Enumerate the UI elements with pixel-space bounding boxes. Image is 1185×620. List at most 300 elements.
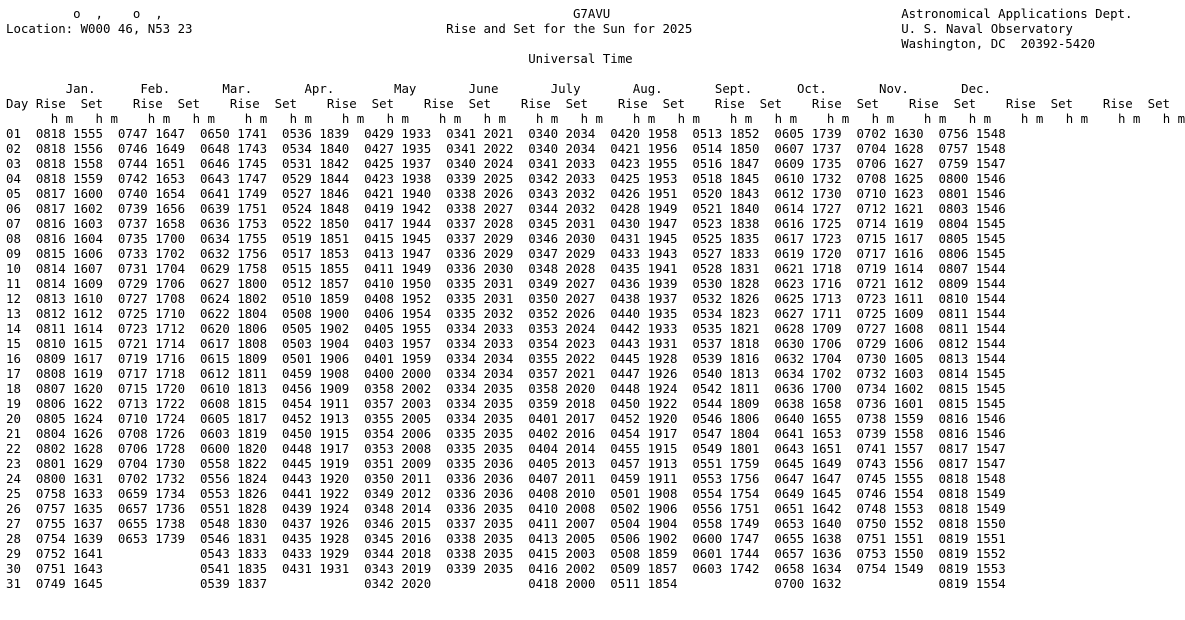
rise-set-cell: 0338 2035 [446,546,514,561]
month-label-apr: Apr. [304,81,335,96]
day-number: 28 [6,531,21,546]
rise-unit: h m [147,111,171,126]
day-number: 26 [6,501,21,516]
rise-set-cell: 0639 1751 [199,201,268,216]
rise-label: Rise [1102,96,1133,111]
rise-set-cell: 0546 1806 [692,411,760,426]
rise-set-cell: 0619 1720 [774,246,842,261]
rise-unit: h m [826,111,850,126]
rise-set-cell: 0621 1718 [774,261,842,276]
rise-set-cell: 0410 1950 [364,276,432,291]
rise-set-cell: 0706 1728 [117,441,186,456]
rise-set-cell: 0751 1551 [856,531,924,546]
rise-set-cell: 0558 1822 [199,456,268,471]
month-label-june: June [468,81,499,96]
rise-set-cell: 0408 2010 [528,486,596,501]
rise-set-cell: 0804 1626 [35,426,103,441]
rise-set-cell: 0443 1931 [610,336,678,351]
rise-set-cell: 0536 1839 [282,126,350,141]
rise-set-cell: 0340 2024 [446,156,514,171]
rise-set-cell: 0501 1908 [610,486,678,501]
rise-set-cell: 0425 1953 [610,171,678,186]
rise-unit: h m [244,111,268,126]
rise-set-cell: 0528 1831 [692,261,760,276]
rise-set-cell: 0420 1958 [610,126,678,141]
rise-set-cell: 0810 1544 [938,291,1006,306]
rise-set-cell: 0802 1628 [35,441,103,456]
rise-set-cell: 0350 2027 [528,291,596,306]
rise-set-cell: 0610 1732 [774,171,842,186]
rise-set-cell: 0806 1545 [938,246,1006,261]
day-row [6,426,1006,441]
day-row [6,531,1006,546]
rise-set-cell: 0336 2029 [446,246,514,261]
rise-set-cell: 0517 1853 [282,246,350,261]
rise-set-cell: 0719 1716 [117,351,186,366]
rise-set-cell: 0817 1547 [938,456,1006,471]
rise-set-cell: 0335 2035 [446,441,514,456]
rise-label: Rise [35,96,66,111]
rise-set-cell: 0455 1915 [610,441,678,456]
rise-set-cell: 0659 1734 [117,486,186,501]
rise-set-cell: 0808 1619 [35,366,103,381]
day-number: 02 [6,141,21,156]
rise-set-cell: 0401 1959 [364,351,432,366]
rise-set-cell: 0801 1546 [938,186,1006,201]
rise-set-cell: 0632 1756 [199,246,268,261]
rise-set-cell: 0740 1654 [117,186,186,201]
rise-set-cell: 0708 1726 [117,426,186,441]
rise-set-cell: 0513 1852 [692,126,760,141]
rise-set-cell: 0727 1708 [117,291,186,306]
rise-set-cell: 0438 1937 [610,291,678,306]
day-number: 16 [6,351,21,366]
rise-set-cell: 0648 1743 [199,141,268,156]
rise-set-cell: 0615 1809 [199,351,268,366]
rise-set-cell: 0435 1928 [282,531,350,546]
day-number: 15 [6,336,21,351]
day-number: 21 [6,426,21,441]
rise-set-cell: 0812 1544 [938,336,1006,351]
rise-set-cell: 0541 1835 [199,561,268,576]
rise-set-cell: 0813 1610 [35,291,103,306]
rise-set-cell: 0529 1844 [282,171,350,186]
rise-set-cell: 0527 1833 [692,246,760,261]
rise-set-cell: 0556 1824 [199,471,268,486]
dept-line2: U. S. Naval Observatory [901,21,1073,36]
rise-set-cell: 0745 1555 [856,471,924,486]
rise-set-cell: 0645 1649 [774,456,842,471]
day-number: 18 [6,381,21,396]
day-row [6,276,1006,291]
rise-set-cell: 0805 1545 [938,231,1006,246]
set-label: Set [759,96,783,111]
rise-set-cell: 0511 1854 [610,576,678,591]
month-label-oct: Oct. [796,81,827,96]
rise-set-cell: 0421 1956 [610,141,678,156]
rise-set-cell: 0624 1802 [199,291,268,306]
rise-set-cell: 0757 1635 [35,501,103,516]
day-number: 11 [6,276,21,291]
rise-set-cell: 0748 1553 [856,501,924,516]
rise-set-cell: 0345 2016 [364,531,432,546]
rise-set-cell: 0439 1924 [282,501,350,516]
set-label: Set [274,96,298,111]
rise-set-cell: 0715 1720 [117,381,186,396]
day-row [6,411,1006,426]
rise-set-cell: 0355 2022 [528,351,596,366]
rise-set-cell: 0638 1658 [774,396,842,411]
rise-set-cell: 0554 1754 [692,486,760,501]
rise-set-cell: 0342 2020 [364,576,432,591]
rise-set-cell: 0741 1557 [856,441,924,456]
rise-set-cell: 0440 1935 [610,306,678,321]
rise-set-cell: 0614 1727 [774,201,842,216]
rise-set-cell: 0710 1724 [117,411,186,426]
rise-set-cell: 0401 2017 [528,411,596,426]
rise-set-cell: 0338 2027 [446,201,514,216]
rise-set-cell: 0335 2031 [446,276,514,291]
rise-set-cell [446,576,513,591]
day-label: Day [6,96,29,111]
rise-set-cell: 0537 1818 [692,336,760,351]
rise-set-cell: 0735 1700 [117,231,186,246]
rise-set-cell: 0713 1722 [117,396,186,411]
rise-set-cell: 0357 2021 [528,366,596,381]
rise-set-cell: 0647 1647 [774,471,842,486]
rise-set-cell: 0657 1736 [117,501,186,516]
rise-set-cell: 0516 1847 [692,156,760,171]
rise-set-cell: 0800 1631 [35,471,103,486]
rise-set-cell: 0527 1846 [282,186,350,201]
rise-label: Rise [132,96,163,111]
rise-set-cell: 0429 1933 [364,126,432,141]
rise-label: Rise [714,96,745,111]
rise-set-cell: 0717 1718 [117,366,186,381]
day-row [6,306,1006,321]
rise-set-cell: 0425 1937 [364,156,432,171]
rise-label: Rise [811,96,842,111]
rise-set-cell: 0743 1556 [856,456,924,471]
rise-set-cell: 0338 2026 [446,186,514,201]
rise-set-cell: 0410 2008 [528,501,596,516]
rise-set-cell: 0607 1737 [774,141,842,156]
day-row [6,231,1006,246]
rise-set-cell: 0349 2027 [528,276,596,291]
rise-set-cell: 0417 1944 [364,216,432,231]
rise-set-cell: 0817 1547 [938,441,1006,456]
rise-set-cell: 0551 1828 [199,501,268,516]
day-row [6,561,1006,576]
rise-set-cell: 0419 1942 [364,201,432,216]
rise-set-cell: 0750 1552 [856,516,924,531]
day-number: 19 [6,396,21,411]
month-label-sept: Sept. [714,81,753,96]
rise-set-cell: 0819 1554 [938,576,1006,591]
rise-set-cell: 0650 1741 [199,126,268,141]
rise-set-cell: 0715 1617 [856,231,924,246]
day-row [6,381,1006,396]
rise-set-cell: 0445 1919 [282,456,350,471]
sun-table-document [6,6,1185,591]
rise-set-cell [118,546,185,561]
rise-set-cell: 0725 1609 [856,306,924,321]
rise-set-cell: 0806 1622 [35,396,103,411]
rise-set-cell: 0454 1911 [282,396,350,411]
rise-set-cell: 0617 1808 [199,336,268,351]
rise-set-cell: 0809 1617 [35,351,103,366]
rise-set-cell: 0339 2025 [446,171,514,186]
dept-line1: Astronomical Applications Dept. [901,6,1133,21]
rise-set-cell: 0655 1638 [774,531,842,546]
rise-set-cell: 0721 1612 [856,276,924,291]
rise-set-cell: 0341 2022 [446,141,514,156]
rise-set-cell: 0452 1920 [610,411,678,426]
rise-set-cell: 0818 1556 [35,141,103,156]
rise-set-cell: 0628 1709 [774,321,842,336]
rise-set-cell: 0655 1738 [117,516,186,531]
rise-set-cell: 0729 1606 [856,336,924,351]
rise-set-cell: 0610 1813 [199,381,268,396]
day-row [6,441,1006,456]
rise-set-cell: 0736 1601 [856,396,924,411]
rise-set-cell: 0603 1819 [199,426,268,441]
rise-set-cell: 0518 1845 [692,171,760,186]
rise-set-cell: 0547 1804 [692,426,760,441]
rise-set-cell: 0702 1630 [856,126,924,141]
rise-set-cell: 0433 1943 [610,246,678,261]
rise-set-cell: 0641 1749 [199,186,268,201]
rise-set-cell: 0810 1615 [35,336,103,351]
rise-set-cell: 0352 2026 [528,306,596,321]
rise-set-cell: 0334 2033 [446,321,514,336]
rise-set-cell: 0452 1913 [282,411,350,426]
rise-set-cell: 0733 1702 [117,246,186,261]
rise-set-cell: 0641 1653 [774,426,842,441]
rise-set-cell: 0505 1902 [282,321,350,336]
rise-unit: h m [729,111,753,126]
rise-set-cell: 0508 1859 [610,546,678,561]
rise-label: Rise [908,96,939,111]
month-label-aug: Aug. [632,81,663,96]
set-label: Set [177,96,201,111]
rise-set-cell: 0729 1706 [117,276,186,291]
rise-set-cell: 0657 1636 [774,546,842,561]
rise-set-cell: 0601 1744 [692,546,760,561]
day-number: 05 [6,186,21,201]
rise-set-cell: 0816 1604 [35,231,103,246]
rise-set-cell: 0643 1651 [774,441,842,456]
rise-set-cell: 0814 1607 [35,261,103,276]
rise-set-cell: 0702 1732 [117,471,186,486]
rise-set-cell: 0723 1712 [117,321,186,336]
title: Rise and Set for the Sun for 2025 [446,21,693,36]
coord-glyphs: o , o , [6,6,163,21]
rise-set-cell: 0351 2009 [364,456,432,471]
day-row [6,261,1006,276]
month-label-mar: Mar. [222,81,253,96]
day-row [6,396,1006,411]
rise-set-cell: 0636 1753 [199,216,268,231]
rise-set-cell: 0456 1909 [282,381,350,396]
rise-set-cell: 0627 1711 [774,306,842,321]
rise-set-cell: 0448 1924 [610,381,678,396]
set-unit: h m [580,111,604,126]
rise-set-cell: 0431 1945 [610,231,678,246]
station-code: G7AVU [572,6,611,21]
month-label-nov: Nov. [879,81,909,96]
rise-set-cell: 0814 1609 [35,276,103,291]
rise-set-cell: 0411 1949 [364,261,432,276]
rise-set-cell: 0754 1549 [856,561,924,576]
rise-set-cell: 0350 2011 [364,471,432,486]
day-row [6,456,1006,471]
rise-set-cell: 0759 1547 [938,156,1006,171]
rise-set-cell: 0727 1608 [856,321,924,336]
rise-set-cell: 0629 1758 [199,261,268,276]
rise-set-cell: 0747 1647 [117,126,186,141]
set-unit: h m [968,111,992,126]
time-scale: Universal Time [528,51,633,66]
rise-set-cell [118,576,185,591]
rise-set-cell: 0400 2000 [364,366,432,381]
set-unit: h m [386,111,409,126]
rise-set-cell: 0632 1704 [774,351,842,366]
rise-set-cell: 0811 1544 [938,321,1006,336]
rise-set-cell: 0335 2036 [446,456,514,471]
rise-set-cell: 0710 1623 [856,186,924,201]
rise-set-cell: 0443 1920 [282,471,350,486]
rise-set-cell: 0346 2015 [364,516,432,531]
rise-set-cell: 0600 1747 [692,531,760,546]
rise-set-cell: 0337 2028 [446,216,514,231]
rise-set-cell: 0556 1751 [692,501,760,516]
rise-set-cell: 0818 1559 [35,171,103,186]
rise-set-cell: 0519 1851 [282,231,350,246]
rise-set-cell: 0341 2033 [528,156,596,171]
rise-set-cell: 0646 1745 [199,156,268,171]
rise-set-cell: 0531 1842 [282,156,350,171]
rise-unit: h m [1117,111,1141,126]
set-label: Set [1147,96,1171,111]
rise-set-cell: 0609 1735 [774,156,842,171]
rise-set-cell: 0553 1756 [692,471,760,486]
day-number: 23 [6,456,21,471]
day-row [6,336,1006,351]
rise-set-cell: 0521 1840 [692,201,760,216]
rise-set-cell: 0459 1911 [610,471,678,486]
day-number: 06 [6,201,21,216]
rise-set-cell: 0354 2006 [364,426,432,441]
rise-unit: h m [50,111,74,126]
day-number: 27 [6,516,21,531]
month-label-may: May [394,81,417,96]
rise-set-cell: 0441 1922 [282,486,350,501]
rise-set-cell: 0649 1645 [774,486,842,501]
rise-set-cell: 0402 2016 [528,426,596,441]
rise-set-cell: 0708 1625 [856,171,924,186]
rise-set-cell: 0348 2028 [528,261,596,276]
rise-set-cell: 0426 1951 [610,186,678,201]
rise-label: Rise [423,96,454,111]
rise-set-cell: 0704 1628 [856,141,924,156]
day-number: 01 [6,126,21,141]
set-unit: h m [774,111,798,126]
rise-set-cell: 0337 2029 [446,231,514,246]
rise-set-cell: 0504 1904 [610,516,678,531]
day-number: 30 [6,561,21,576]
rise-set-cell: 0335 2032 [446,306,514,321]
rise-set-cell: 0553 1826 [199,486,268,501]
rise-set-cell: 0801 1629 [35,456,103,471]
day-number: 20 [6,411,21,426]
rise-set-cell: 0433 1929 [282,546,350,561]
rise-set-cell: 0415 2003 [528,546,596,561]
rise-set-cell: 0540 1813 [692,366,760,381]
rise-set-cell: 0739 1558 [856,426,924,441]
rise-set-cell: 0506 1902 [610,531,678,546]
day-row [6,516,1006,531]
day-row [6,471,1006,486]
rise-set-cell: 0525 1835 [692,231,760,246]
rise-set-cell: 0539 1816 [692,351,760,366]
set-label: Set [80,96,104,111]
rise-set-cell: 0355 2005 [364,411,432,426]
rise-set-cell: 0749 1645 [35,576,103,591]
rise-set-cell: 0348 2014 [364,501,432,516]
set-label: Set [1050,96,1074,111]
rise-label: Rise [520,96,551,111]
rise-set-cell: 0359 2018 [528,396,596,411]
rise-set-cell: 0421 1940 [364,186,432,201]
rise-set-cell: 0358 2020 [528,381,596,396]
rise-set-cell: 0744 1651 [117,156,186,171]
day-row [6,321,1006,336]
rise-set-cell: 0542 1811 [692,381,760,396]
rise-unit: h m [1020,111,1044,126]
rise-set-cell: 0739 1656 [117,201,186,216]
day-number: 24 [6,471,21,486]
day-row [6,546,1006,561]
rise-set-cell: 0501 1906 [282,351,350,366]
rise-set-cell: 0520 1843 [692,186,760,201]
rise-set-cell: 0817 1600 [35,186,103,201]
rise-set-cell: 0817 1602 [35,201,103,216]
rise-set-cell: 0814 1545 [938,366,1006,381]
rise-set-cell: 0430 1947 [610,216,678,231]
rise-set-cell: 0600 1820 [199,441,268,456]
rise-set-cell: 0804 1545 [938,216,1006,231]
rise-set-cell: 0653 1640 [774,516,842,531]
rise-set-cell [118,561,185,576]
units-header-row [6,111,1185,126]
rise-set-cell: 0706 1627 [856,156,924,171]
rise-set-cell: 0712 1621 [856,201,924,216]
rise-set-cell: 0343 2019 [364,561,432,576]
rise-set-cell: 0341 2021 [446,126,514,141]
rise-set-cell: 0627 1800 [199,276,268,291]
rise-set-cell: 0620 1806 [199,321,268,336]
day-number: 31 [6,576,21,591]
set-unit: h m [95,111,118,126]
rise-set-cell: 0544 1809 [692,396,760,411]
rise-set-cell: 0512 1857 [282,276,350,291]
rise-set-cell: 0334 2035 [446,411,514,426]
month-label-dec: Dec. [961,81,991,96]
rise-set-cell: 0413 2005 [528,531,596,546]
day-row [6,486,1006,501]
rise-set-cell: 0634 1702 [774,366,842,381]
